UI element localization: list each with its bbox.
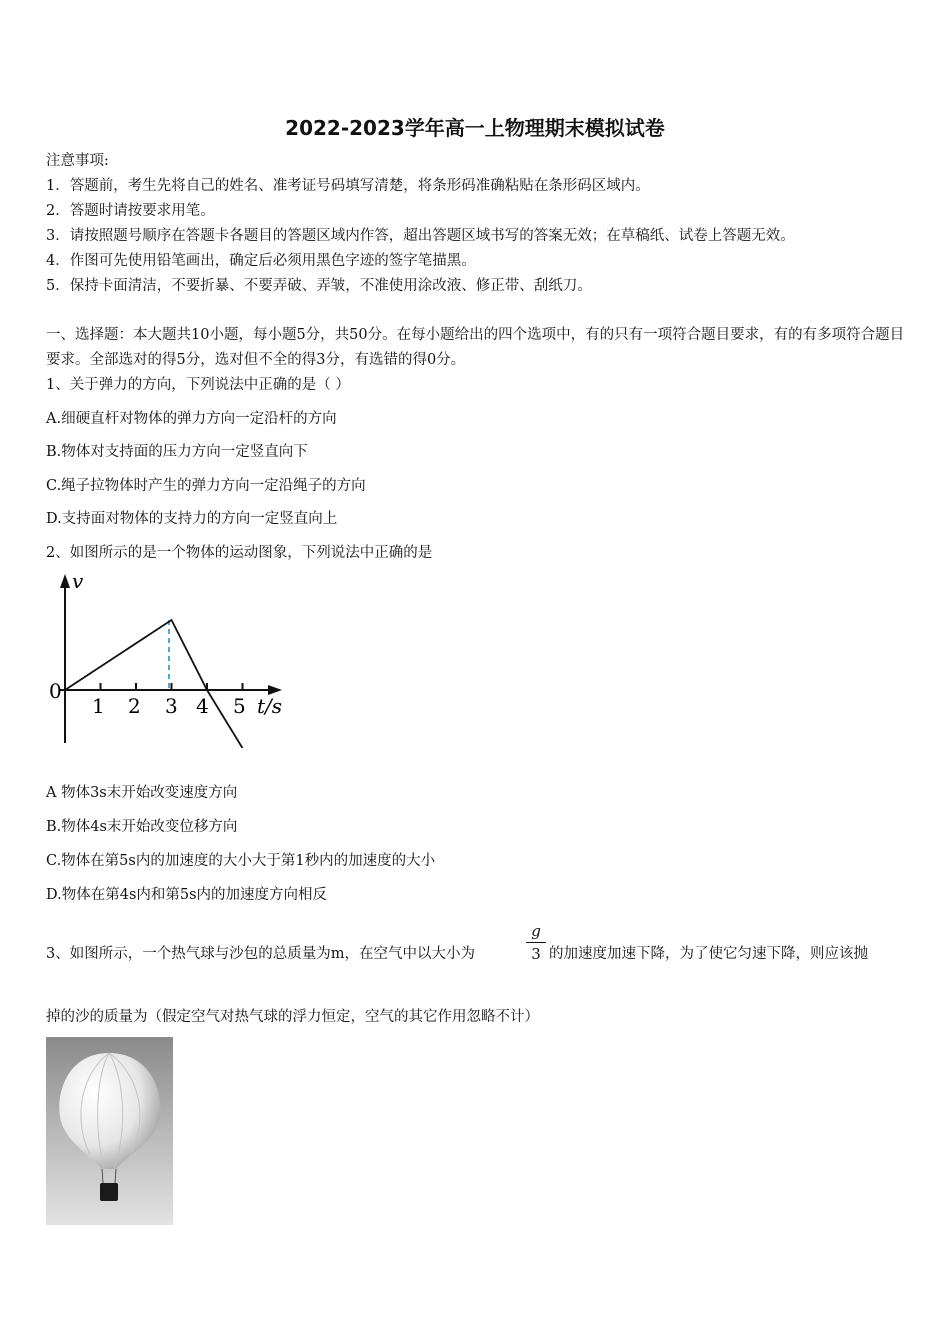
t-axis-label: t/s [257, 694, 283, 718]
question-2-option-c: C.物体在第5s内的加速度的大小大于第1秒内的加速度的大小 [46, 853, 436, 869]
question-1-stem: 1、关于弹力的方向，下列说法中正确的是（ ） [46, 377, 350, 393]
fraction-denominator: 3 [531, 945, 541, 963]
fraction-bar [526, 942, 546, 943]
question-1-option-d: D.支持面对物体的支持力的方向一定竖直向上 [46, 511, 338, 527]
question-3-stem-part2: 的加速度加速下降，为了使它匀速下降，则应该抛 [549, 946, 868, 962]
origin-label: 0 [49, 679, 62, 703]
question-2-option-d: D.物体在第4s内和第5s内的加速度方向相反 [46, 887, 328, 903]
section-intro: 一、选择题：本大题共10小题，每小题5分，共50分。在每小题给出的四个选项中，有的只有一项符合题目要求，有的有多项符合题目要求。全部选对的得5分，选对但不全的得3分，有选错的得0分。 [46, 327, 905, 368]
notice-heading: 注意事项: [46, 153, 109, 169]
fraction-numerator: g [531, 922, 541, 940]
question-1-option-c: C.绳子拉物体时产生的弹力方向一定沿绳子的方向 [46, 478, 366, 494]
velocity-line [65, 620, 243, 748]
question-2-stem: 2、如图所示的是一个物体的运动图象，下列说法中正确的是 [46, 545, 433, 561]
question-3-stem-line2: 掉的沙的质量为（假定空气对热气球的浮力恒定，空气的其它作用忽略不计） [46, 1009, 539, 1025]
question-2-option-a: A 物体3s末开始改变速度方向 [46, 785, 238, 801]
question-3-stem-part1: 3、如图所示，一个热气球与沙包的总质量为m，在空气中以大小为 [46, 946, 475, 962]
question-2-option-b: B.物体4s末开始改变位移方向 [46, 819, 238, 835]
page-title: 2022-2023学年高一上物理期末模拟试卷 [285, 116, 665, 140]
notice-item: 2．答题时请按要求用笔。 [46, 203, 215, 219]
v-axis-arrow [60, 574, 70, 588]
notice-item: 1．答题前，考生先将自己的姓名、准考证号码填写清楚，将条形码准确粘贴在条形码区域内。 [46, 178, 650, 194]
hot-air-balloon-photo [46, 1037, 173, 1225]
t-tick-label: 4 [196, 694, 209, 718]
question-1-option-a: A.细硬直杆对物体的弹力方向一定沿杆的方向 [46, 411, 337, 427]
t-tick-label: 3 [165, 694, 178, 718]
v-axis-label: v [72, 569, 84, 593]
notice-item: 5．保持卡面清洁，不要折暴、不要弄破、弄皱，不准使用涂改液、修正带、刮纸刀。 [46, 278, 592, 294]
t-tick-label: 1 [92, 694, 105, 718]
basket [100, 1183, 118, 1201]
t-tick-label: 5 [233, 694, 246, 718]
t-tick-label: 2 [128, 694, 141, 718]
fraction-g-over-3 [526, 922, 546, 963]
notice-item: 3．请按照题号顺序在答题卡各题目的答题区域内作答，超出答题区域书写的答案无效；在草稿纸、试卷上答题无效。 [46, 228, 795, 244]
velocity-time-graph [40, 568, 290, 748]
question-1-option-b: B.物体对支持面的压力方向一定竖直向下 [46, 444, 308, 460]
notice-item: 4．作图可先使用铅笔画出，确定后必须用黑色字迹的签字笔描黑。 [46, 253, 476, 269]
